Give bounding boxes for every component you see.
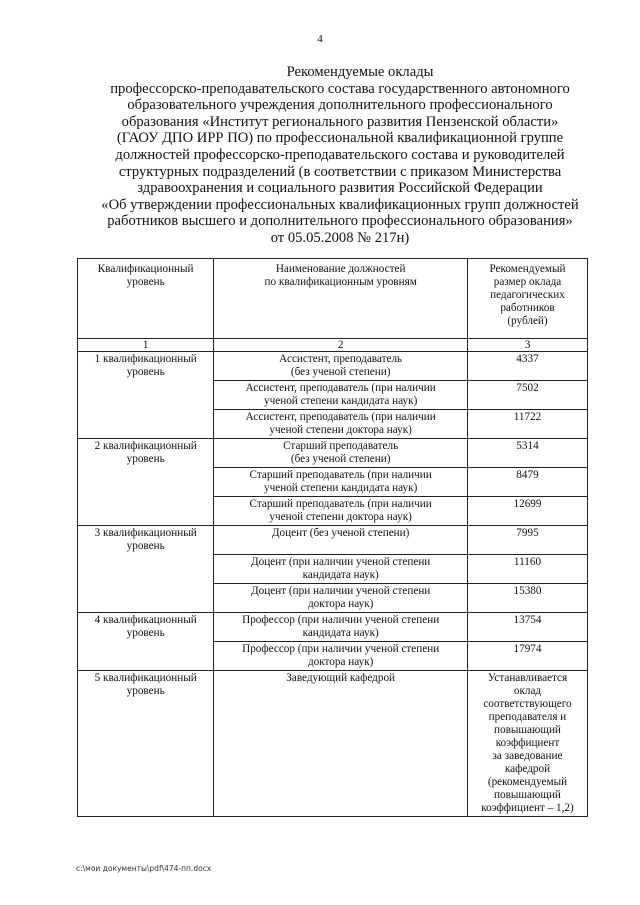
salary-cell: 13754: [467, 613, 587, 642]
position-cell: Профессор (при наличии ученой степени кандидата наук): [214, 613, 468, 642]
table-row: [78, 526, 588, 555]
position-cell: Профессор (при наличии ученой степени доктора наук): [214, 642, 468, 671]
salary-cell: 4337: [467, 352, 587, 381]
column-number: 1: [78, 339, 214, 352]
position-cell: Доцент (при наличии ученой степени доктора наук): [214, 584, 468, 613]
title-line: от 05.05.2008 № 217н): [270, 229, 410, 246]
title-line: профессорско-преподавательского состава государственного автономного: [110, 80, 570, 97]
salary-cell: 11722: [467, 410, 587, 439]
header-position: Наименование должностей по квалификационным уровням: [214, 259, 468, 339]
salary-cell: 15380: [467, 584, 587, 613]
level-cell: 3 квалификационный уровень: [78, 526, 214, 613]
column-number-row: [78, 339, 588, 352]
column-number: 3: [467, 339, 587, 352]
table-row: [78, 671, 588, 817]
header-salary: Рекомендуемый размер оклада педагогических работников (рублей): [467, 259, 587, 339]
salary-cell: 5314: [467, 439, 587, 468]
page-number: 4: [317, 33, 323, 45]
document-title: [70, 64, 610, 247]
position-cell: Ассистент, преподаватель (без ученой степени): [214, 352, 468, 381]
position-cell: Доцент (при наличии ученой степени кандидата наук): [214, 555, 468, 584]
title-line: образовательного учреждения дополнительного профессионального: [127, 97, 553, 114]
title-line: должностей профессорско-преподавательского состава и руководителей: [115, 146, 565, 163]
position-cell: Ассистент, преподаватель (при наличии ученой степени кандидата наук): [214, 381, 468, 410]
salary-cell: 7502: [467, 381, 587, 410]
table-row: [78, 439, 588, 468]
position-cell: Заведующий кафедрой: [214, 671, 468, 817]
position-cell: Доцент (без ученой степени): [214, 526, 468, 555]
title-line: здравоохранения и социального развития Российской Федерации: [137, 180, 543, 197]
salary-cell: 7995: [467, 526, 587, 555]
salary-cell: 11160: [467, 555, 587, 584]
table-row: [78, 613, 588, 642]
salary-cell: 12699: [467, 497, 587, 526]
salary-table: [77, 258, 588, 817]
level-cell: 4 квалификационный уровень: [78, 613, 214, 671]
table-row: [78, 352, 588, 381]
column-number: 2: [214, 339, 468, 352]
salary-cell: Устанавливается оклад соответствующего преподавателя и повышающий коэффициент за заведование кафедрой (рекомендуемый повышающий коэффициент – 1,2): [467, 671, 587, 817]
table-header-row: [78, 259, 588, 339]
title-line: (ГАОУ ДПО ИРР ПО) по профессиональной квалификационной группе: [116, 130, 564, 147]
footer-file-path: c:\мои документы\pdf\474-пп.docx: [76, 864, 212, 873]
level-cell: 2 квалификационный уровень: [78, 439, 214, 526]
title-line: работников высшего и дополнительного профессионального образования»: [107, 213, 573, 230]
level-cell: 1 квалификационный уровень: [78, 352, 214, 439]
title-line: образования «Институт регионального развития Пензенской области»: [121, 113, 559, 130]
level-cell: 5 квалификационный уровень: [78, 671, 214, 817]
title-line: структурных подразделений (в соответствии с приказом Министерства: [118, 163, 562, 180]
position-cell: Старший преподаватель (при наличии ученой степени кандидата наук): [214, 468, 468, 497]
position-cell: Старший преподаватель (без ученой степени): [214, 439, 468, 468]
title-line: Рекомендуемые оклады: [286, 64, 434, 80]
title-line: «Об утверждении профессиональных квалификационных групп должностей: [101, 196, 579, 213]
position-cell: Старший преподаватель (при наличии ученой степени доктора наук): [214, 497, 468, 526]
header-level: Квалификационный уровень: [78, 259, 214, 339]
salary-cell: 8479: [467, 468, 587, 497]
salary-cell: 17974: [467, 642, 587, 671]
position-cell: Ассистент, преподаватель (при наличии ученой степени доктора наук): [214, 410, 468, 439]
